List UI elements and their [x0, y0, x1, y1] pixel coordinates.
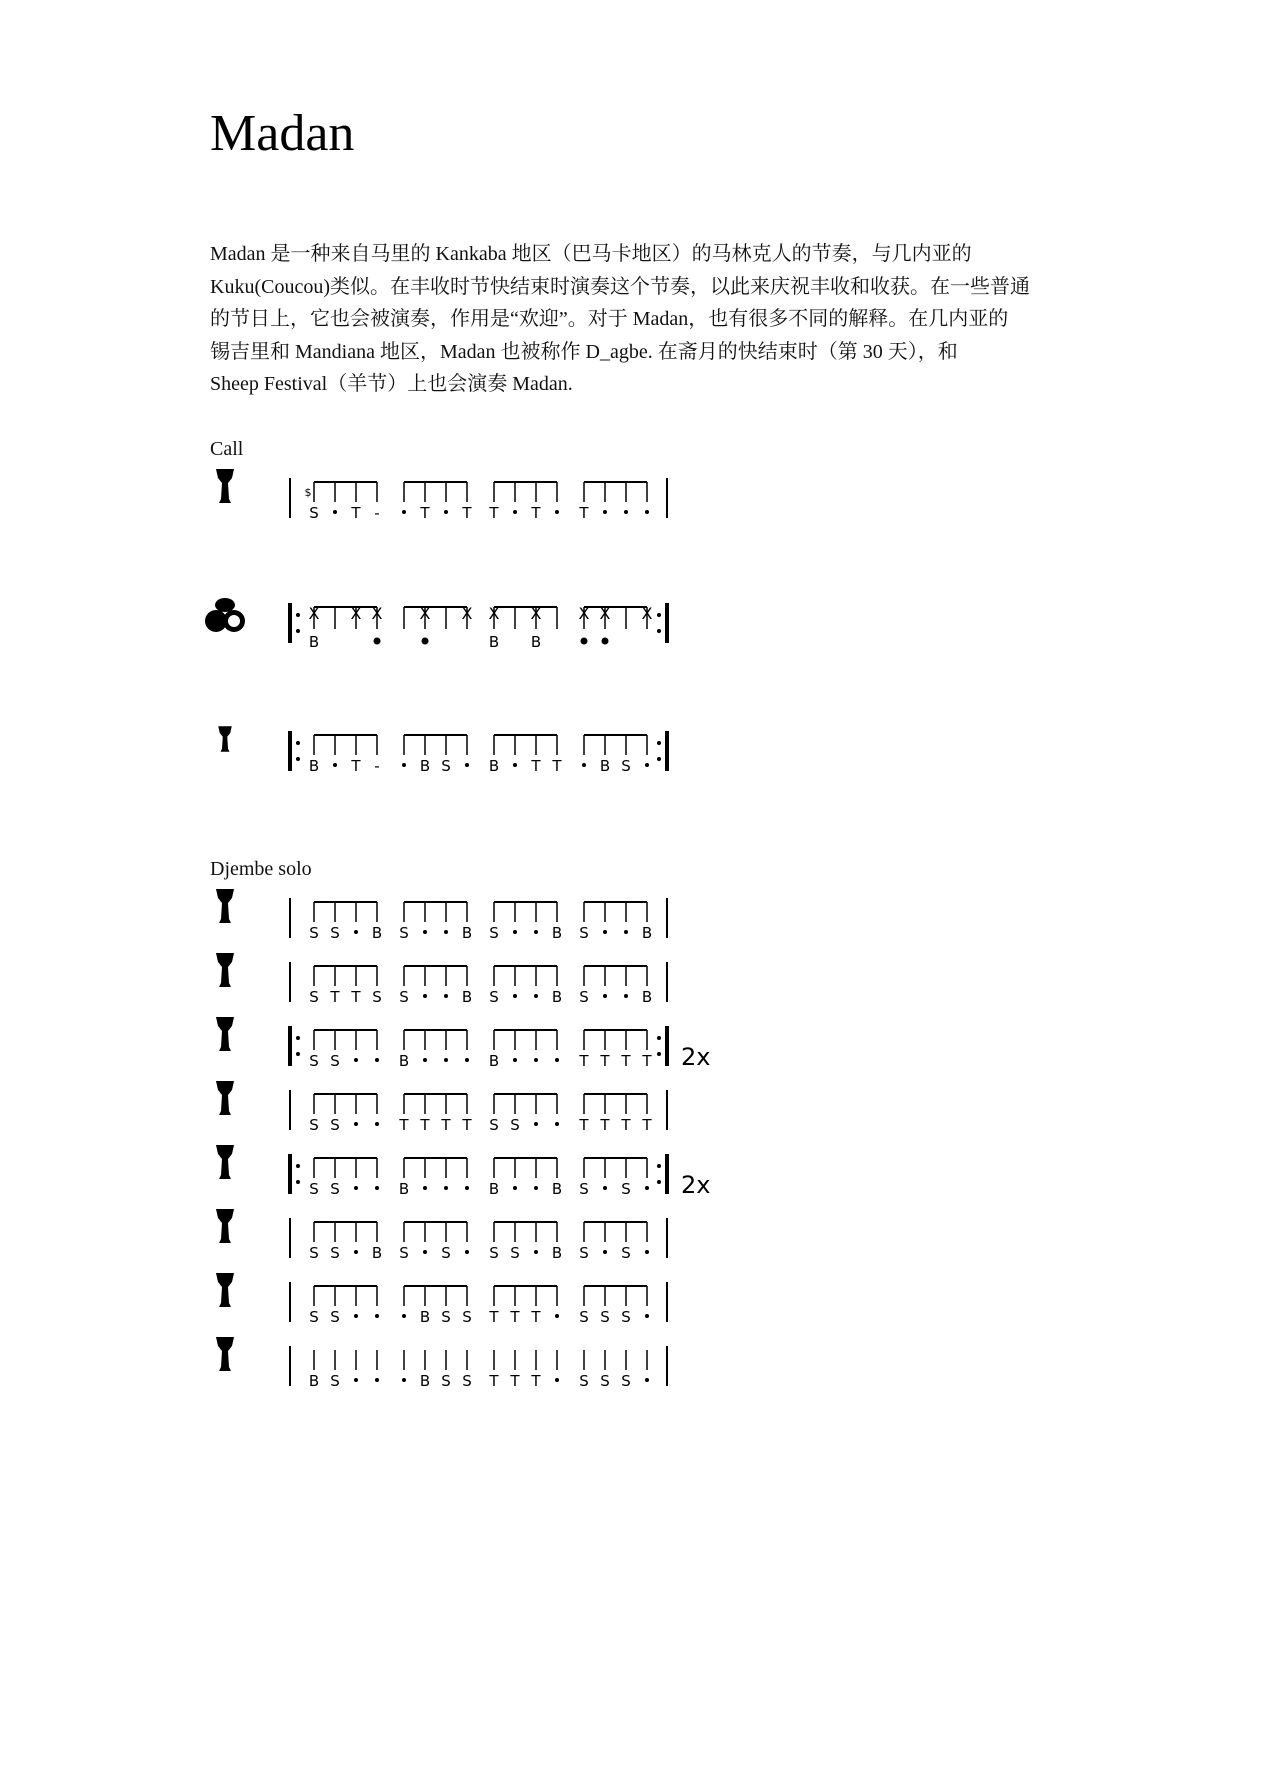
intro-line: Sheep Festival（羊节）上也会演奏 Madan.: [210, 373, 573, 395]
measure: [399, 902, 472, 942]
rest-dot: [354, 1250, 358, 1254]
note-label: T: [399, 1116, 409, 1134]
measure: [489, 735, 563, 775]
note-label: B: [641, 988, 653, 1006]
note-label: T: [531, 1372, 541, 1390]
bell-stroke-mark: X: [599, 604, 611, 623]
note-label: T: [489, 1308, 499, 1326]
rest-dot: [645, 1186, 649, 1190]
djembe-body-shape: [216, 1081, 234, 1115]
rest-dot: [534, 994, 538, 998]
rest-dot: [603, 510, 607, 514]
rest-dot: [402, 1378, 406, 1382]
repeat-dot: [296, 1180, 300, 1184]
measure: [488, 1286, 559, 1326]
note-label: S: [330, 1052, 340, 1070]
measure: [488, 482, 559, 522]
rest-dot: [534, 1250, 538, 1254]
note-label: S: [621, 1372, 631, 1390]
rest-dot: [555, 1058, 559, 1062]
measure: [309, 1222, 382, 1262]
rhythm-row: [218, 726, 667, 775]
repeat-dot: [657, 613, 661, 617]
note-label: T: [621, 1052, 631, 1070]
measure: [309, 966, 382, 1006]
rest-dot: [513, 1058, 517, 1062]
rest-dot: [534, 1058, 538, 1062]
djembe-body-shape: [216, 1145, 234, 1179]
note-label: -: [374, 757, 380, 775]
rhythm-row: [216, 953, 667, 1006]
note-label: S: [579, 1180, 589, 1198]
rhythm-row: [216, 1337, 667, 1390]
measure: [309, 604, 383, 651]
rest-dot: [375, 1058, 379, 1062]
rest-dot: [624, 930, 628, 934]
note-label: B: [398, 1052, 410, 1070]
rest-dot: [513, 930, 517, 934]
note-label: T: [441, 1116, 451, 1134]
djembe-icon: [216, 1145, 234, 1179]
rhythm-row: [216, 1017, 710, 1071]
note-label: B: [488, 1180, 500, 1198]
rest-dot: [645, 763, 649, 767]
rest-dot: [513, 763, 517, 767]
note-label: S: [330, 1308, 340, 1326]
dundun-icon: [205, 598, 245, 632]
segno-mark: $: [304, 486, 312, 499]
intro-line: Madan 是一种来自马里的 Kankaba 地区（巴马卡地区）的马林克人的节奏，与几内亚的: [210, 243, 972, 265]
rest-dot: [354, 1314, 358, 1318]
bell-stroke-mark: X: [350, 604, 362, 623]
measure: [489, 1030, 559, 1070]
bell-stroke-mark: X: [419, 604, 431, 623]
note-label: B: [488, 1052, 500, 1070]
rest-dot: [375, 1122, 379, 1126]
repeat-dot: [657, 757, 661, 761]
rhythm-row: [205, 598, 667, 651]
measure: [309, 1350, 379, 1390]
note-label: S: [330, 924, 340, 942]
note-label: S: [579, 1308, 589, 1326]
repeat-dot: [657, 1052, 661, 1056]
rest-dot: [555, 1314, 559, 1318]
rest-dot: [645, 1314, 649, 1318]
note-label: S: [489, 1244, 499, 1262]
rest-dot: [513, 994, 517, 998]
repeat-count: 2x: [681, 1171, 711, 1199]
note-label: T: [510, 1372, 520, 1390]
note-label: S: [462, 1308, 472, 1326]
rest-dot: [423, 930, 427, 934]
note-label: B: [461, 924, 473, 942]
bell-stroke-mark: X: [641, 604, 653, 623]
rest-dot: [465, 1186, 469, 1190]
rest-dot: [465, 1058, 469, 1062]
bell-stroke-mark: X: [308, 604, 320, 623]
note-label: B: [599, 757, 611, 775]
repeat-dot: [657, 629, 661, 633]
note-label: S: [600, 1308, 610, 1326]
rest-dot: [354, 1378, 358, 1382]
note-label: S: [399, 988, 409, 1006]
measure: [489, 1222, 562, 1262]
note-label: T: [579, 504, 589, 522]
repeat-dot: [296, 741, 300, 745]
rest-dot: [423, 994, 427, 998]
dundun-drum-face: [228, 615, 240, 627]
rhythm-row: [216, 1081, 667, 1134]
bell-stroke-mark: X: [578, 604, 590, 623]
rest-dot: [645, 1250, 649, 1254]
note-label: S: [441, 757, 451, 775]
measure: [579, 1158, 649, 1198]
bell-stroke-mark: X: [530, 604, 542, 623]
note-label: S: [372, 988, 382, 1006]
measure: [309, 1094, 379, 1134]
dundun-drum-shape: [215, 598, 235, 612]
djembe-icon: [216, 469, 234, 503]
measure: [579, 1350, 649, 1390]
note-label: S: [489, 1116, 499, 1134]
note-label: S: [462, 1372, 472, 1390]
open-note-dot: [422, 638, 429, 645]
note-label: B: [419, 757, 431, 775]
rest-dot: [375, 1186, 379, 1190]
open-note-dot: [581, 638, 588, 645]
bell-stroke-mark: X: [461, 604, 473, 623]
rest-dot: [423, 1186, 427, 1190]
djembe-body-shape: [216, 1209, 234, 1243]
note-label: S: [309, 1116, 319, 1134]
measure: [579, 966, 652, 1006]
djembe-body-shape: [216, 1337, 234, 1371]
note-label: S: [309, 988, 319, 1006]
note-label: B: [551, 988, 563, 1006]
note-label: S: [399, 1244, 409, 1262]
page-title: Madan: [210, 105, 355, 162]
rest-dot: [534, 1186, 538, 1190]
djembe-body-shape: [218, 726, 232, 752]
rest-dot: [444, 510, 448, 514]
rest-dot: [645, 510, 649, 514]
section-label-djembe-solo: Djembe solo: [210, 858, 312, 880]
note-label: B: [530, 633, 542, 651]
rest-dot: [402, 510, 406, 514]
rest-dot: [603, 994, 607, 998]
measure: [582, 735, 649, 775]
note-label: T: [531, 504, 541, 522]
note-label: T: [510, 1308, 520, 1326]
note-label: T: [600, 1116, 610, 1134]
rest-dot: [402, 1314, 406, 1318]
djembe-icon: [216, 1209, 234, 1243]
note-label: B: [308, 633, 320, 651]
djembe-icon: [216, 1337, 234, 1371]
note-label: S: [510, 1244, 520, 1262]
measure: [488, 1350, 559, 1390]
note-label: T: [351, 988, 361, 1006]
rest-dot: [624, 510, 628, 514]
repeat-dot: [657, 741, 661, 745]
rest-dot: [423, 1058, 427, 1062]
rest-dot: [375, 1314, 379, 1318]
note-label: T: [420, 504, 430, 522]
rest-dot: [333, 510, 337, 514]
note-label: S: [489, 988, 499, 1006]
note-label: B: [488, 757, 500, 775]
note-label: S: [309, 1244, 319, 1262]
repeat-dot: [296, 629, 300, 633]
rhythm-row: [216, 469, 667, 522]
note-label: T: [642, 1116, 652, 1134]
note-label: S: [441, 1308, 451, 1326]
note-label: B: [371, 924, 383, 942]
rest-dot: [603, 1186, 607, 1190]
note-label: B: [488, 633, 500, 651]
note-label: T: [351, 504, 361, 522]
note-label: -: [374, 504, 380, 522]
bell-stroke-mark: X: [488, 604, 500, 623]
note-label: S: [489, 924, 499, 942]
open-note-dot: [374, 638, 381, 645]
rest-dot: [354, 1122, 358, 1126]
bell-stroke-mark: X: [371, 604, 383, 623]
rest-dot: [444, 930, 448, 934]
note-label: T: [489, 1372, 499, 1390]
intro-line: Kuku(Coucou)类似。在丰收时节快结束时演奏这个节奏，以此来庆祝丰收和收获。在一些普通: [210, 275, 1030, 298]
rest-dot: [645, 1378, 649, 1382]
note-label: S: [621, 757, 631, 775]
note-label: T: [420, 1116, 430, 1134]
measure: [489, 1158, 562, 1198]
measure: [305, 482, 380, 522]
note-label: B: [551, 1244, 563, 1262]
measure: [399, 966, 472, 1006]
rest-dot: [444, 1058, 448, 1062]
note-label: S: [330, 1244, 340, 1262]
note-label: T: [489, 504, 499, 522]
rest-dot: [354, 1186, 358, 1190]
note-label: S: [441, 1244, 451, 1262]
measure: [309, 735, 380, 775]
rest-dot: [354, 1058, 358, 1062]
intro-line: 的节日上，它也会被演奏，作用是“欢迎”。对于 Madan，也有很多不同的解释。在几内亚的: [210, 308, 1009, 330]
measure: [578, 1030, 652, 1070]
note-label: T: [579, 1116, 589, 1134]
measure: [398, 1094, 472, 1134]
measure: [402, 482, 472, 522]
rest-dot: [444, 994, 448, 998]
note-label: B: [641, 924, 653, 942]
note-label: T: [552, 757, 562, 775]
measure: [309, 1030, 379, 1070]
rest-dot: [582, 763, 586, 767]
djembe-body-shape: [216, 1273, 234, 1307]
repeat-dot: [296, 757, 300, 761]
rest-dot: [513, 1186, 517, 1190]
rhythm-row: [216, 1273, 667, 1326]
note-label: T: [462, 1116, 472, 1134]
measure: [489, 1094, 559, 1134]
repeat-dot: [296, 1164, 300, 1168]
djembe-icon: [218, 726, 232, 752]
note-label: S: [309, 1052, 319, 1070]
section-label-call: Call: [210, 438, 244, 460]
note-label: S: [579, 988, 589, 1006]
repeat-dot: [296, 613, 300, 617]
rhythm-row: [216, 889, 667, 942]
measure: [489, 902, 562, 942]
intro-line: 锡吉里和 Mandiana 地区，Madan 也被称作 D_agbe. 在斋月的快结束时（第 30 天），和: [210, 340, 958, 363]
note-label: S: [309, 1180, 319, 1198]
rest-dot: [513, 510, 517, 514]
note-label: B: [551, 1180, 563, 1198]
note-label: T: [600, 1052, 610, 1070]
djembe-body-shape: [216, 953, 234, 987]
djembe-icon: [216, 889, 234, 923]
rest-dot: [603, 1250, 607, 1254]
repeat-dot: [657, 1164, 661, 1168]
note-label: S: [600, 1372, 610, 1390]
repeat-dot: [657, 1036, 661, 1040]
note-label: S: [330, 1116, 340, 1134]
rest-dot: [555, 1122, 559, 1126]
note-label: T: [579, 1052, 589, 1070]
repeat-dot: [296, 1052, 300, 1056]
measure: [579, 902, 652, 942]
note-label: S: [441, 1372, 451, 1390]
measure: [309, 1286, 379, 1326]
note-label: B: [551, 924, 563, 942]
rest-dot: [333, 763, 337, 767]
note-label: B: [419, 1372, 431, 1390]
measure: [489, 966, 562, 1006]
note-label: S: [621, 1244, 631, 1262]
note-label: T: [351, 757, 361, 775]
note-label: S: [309, 1308, 319, 1326]
djembe-body-shape: [216, 889, 234, 923]
note-label: S: [510, 1116, 520, 1134]
note-label: T: [642, 1052, 652, 1070]
note-label: B: [461, 988, 473, 1006]
note-label: T: [531, 757, 541, 775]
rhythm-row: [216, 1209, 667, 1262]
repeat-dot: [296, 1036, 300, 1040]
measure: [399, 1158, 469, 1198]
open-note-dot: [602, 638, 609, 645]
note-label: S: [579, 924, 589, 942]
measure: [578, 482, 649, 522]
note-label: S: [330, 1372, 340, 1390]
note-label: T: [330, 988, 340, 1006]
measure: [309, 902, 382, 942]
measure: [489, 604, 557, 651]
measure: [399, 1222, 469, 1262]
note-label: S: [621, 1308, 631, 1326]
note-label: T: [621, 1116, 631, 1134]
rest-dot: [465, 1250, 469, 1254]
repeat-count: 2x: [681, 1043, 711, 1071]
measure: [579, 1286, 649, 1326]
note-label: S: [579, 1244, 589, 1262]
rest-dot: [354, 930, 358, 934]
note-label: B: [419, 1308, 431, 1326]
repeat-dot: [657, 1180, 661, 1184]
djembe-icon: [216, 1273, 234, 1307]
measure: [402, 1286, 472, 1326]
note-label: T: [531, 1308, 541, 1326]
rest-dot: [555, 1378, 559, 1382]
note-label: S: [399, 924, 409, 942]
measure: [399, 1030, 469, 1070]
djembe-icon: [216, 1017, 234, 1051]
rest-dot: [444, 1186, 448, 1190]
note-label: S: [579, 1372, 589, 1390]
note-label: B: [308, 1372, 320, 1390]
rest-dot: [534, 1122, 538, 1126]
note-label: S: [621, 1180, 631, 1198]
note-label: B: [398, 1180, 410, 1198]
measure: [578, 1094, 652, 1134]
note-label: B: [308, 757, 320, 775]
measure: [402, 735, 469, 775]
measure: [579, 1222, 649, 1262]
djembe-body-shape: [216, 469, 234, 503]
measure: [402, 1350, 472, 1390]
djembe-icon: [216, 1081, 234, 1115]
note-label: B: [371, 1244, 383, 1262]
measure: [404, 604, 473, 645]
rest-dot: [624, 994, 628, 998]
rest-dot: [555, 510, 559, 514]
rhythm-row: [216, 1145, 710, 1199]
rest-dot: [402, 763, 406, 767]
note-label: S: [330, 1180, 340, 1198]
rest-dot: [375, 1378, 379, 1382]
rest-dot: [534, 930, 538, 934]
djembe-body-shape: [216, 1017, 234, 1051]
note-label: T: [462, 504, 472, 522]
measure: [309, 1158, 379, 1198]
rest-dot: [423, 1250, 427, 1254]
rest-dot: [465, 763, 469, 767]
djembe-icon: [216, 953, 234, 987]
rest-dot: [603, 930, 607, 934]
measure: [579, 604, 653, 645]
note-label: S: [309, 504, 319, 522]
note-label: S: [309, 924, 319, 942]
